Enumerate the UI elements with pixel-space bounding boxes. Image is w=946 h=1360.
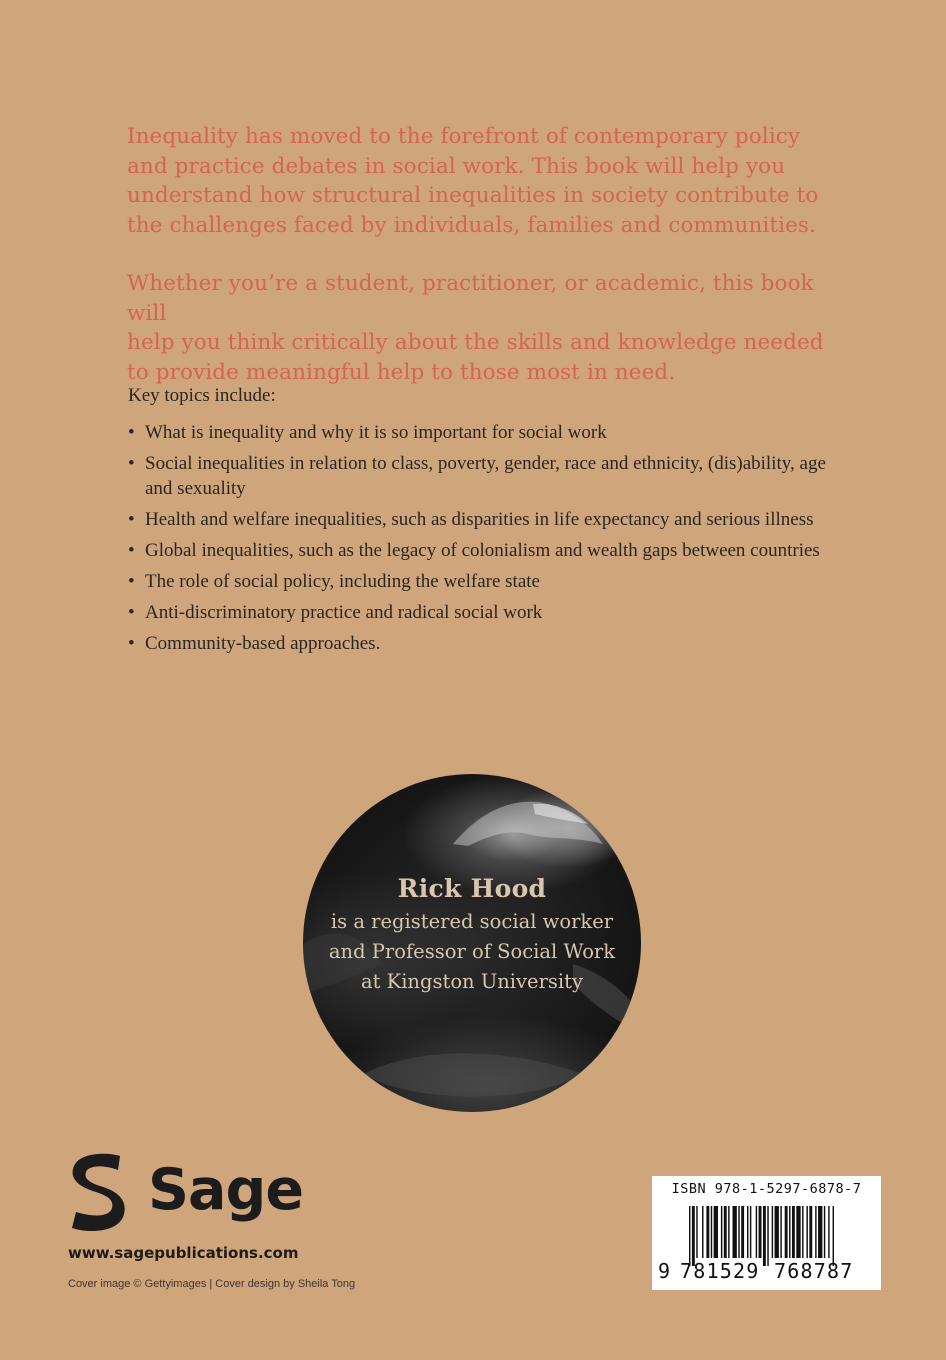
author-ink-circle (303, 774, 641, 1112)
blurb-line: and practice debates in social work. This book will help you (127, 153, 786, 179)
blurb-paragraph-2 (127, 269, 827, 387)
barcode-bar (741, 1206, 744, 1258)
barcode-bar (747, 1206, 748, 1258)
barcode-bar (689, 1206, 690, 1266)
barcode-bar (738, 1206, 739, 1258)
key-topics-heading: Key topics include: (128, 385, 276, 406)
bullet-icon: • (128, 633, 135, 654)
barcode-digit-first: 9 (658, 1259, 672, 1283)
isbn-barcode (652, 1176, 881, 1290)
blurb-line: the challenges faced by individuals, families and communities. (127, 212, 816, 238)
bullet-icon: • (128, 422, 135, 443)
barcode-bar (724, 1206, 727, 1258)
list-item-text: Global inequalities, such as the legacy of colonialism and wealth gaps between countries (145, 540, 820, 561)
sage-logo-wordmark: Sage (148, 1157, 303, 1223)
barcode-bar (702, 1206, 703, 1258)
barcode-bar (756, 1206, 757, 1258)
bullet-icon: • (128, 540, 135, 561)
barcode-bar (728, 1206, 729, 1258)
sage-logo (68, 1152, 308, 1232)
barcode-bar (711, 1206, 712, 1258)
list-item-text: Community-based approaches. (145, 633, 381, 654)
list-item (128, 451, 828, 501)
barcode-bar (721, 1206, 722, 1258)
list-item-text: The role of social policy, including the welfare state (145, 571, 540, 592)
list-item (128, 420, 828, 445)
barcode-bar (772, 1206, 773, 1258)
blurb-line: Inequality has moved to the forefront of contemporary policy (127, 124, 801, 149)
list-item (128, 538, 828, 563)
barcode-bar (785, 1206, 788, 1258)
bullet-icon: • (128, 453, 135, 474)
author-name: Rick Hood (397, 874, 547, 903)
blurb-line: help you think critically about the skills and knowledge needed (127, 330, 824, 355)
barcode-bar (789, 1206, 790, 1258)
author-bio-line: at Kingston University (360, 970, 584, 993)
barcode-bar (759, 1206, 762, 1258)
barcode-bar (692, 1206, 695, 1266)
list-item (128, 631, 828, 656)
barcode-bar (763, 1206, 766, 1266)
bullet-icon: • (128, 509, 135, 530)
barcode-bar (733, 1206, 737, 1258)
list-item-text: Health and welfare inequalities, such as disparities in life expectancy and serious illness (145, 509, 814, 530)
barcode-bar (833, 1206, 834, 1266)
list-item-text: Anti-discriminatory practice and radical social work (145, 602, 543, 623)
bullet-icon: • (128, 571, 135, 592)
barcode-bar (809, 1206, 812, 1258)
barcode-bar (796, 1206, 800, 1258)
bullet-icon: • (128, 602, 135, 623)
list-item (128, 507, 828, 532)
barcode-bar (696, 1206, 697, 1258)
barcode-bar (806, 1206, 807, 1258)
blurb-paragraph-1 (127, 122, 827, 240)
barcode-bar (780, 1206, 781, 1258)
sage-s-logo-icon (68, 1152, 126, 1232)
barcode-bar (775, 1206, 779, 1258)
list-item (128, 600, 828, 625)
barcode-bar (714, 1206, 718, 1258)
barcode-bar (824, 1206, 825, 1258)
barcode-bar (767, 1206, 768, 1266)
blurb-line: to provide meaningful help to those most in need. (127, 359, 676, 385)
barcode-bar (815, 1206, 816, 1258)
isbn-label: ISBN 978-1-5297-6878-7 (671, 1181, 862, 1197)
barcode-digits-right: 768787 (774, 1259, 854, 1283)
list-item-text: Social inequalities in relation to class, poverty, gender, race and ethnicity, (dis)ability, age and sexuality (145, 453, 826, 499)
blurb-line: Whether you’re a student, practitioner, or academic, this book will (127, 271, 814, 326)
barcode-bar (706, 1206, 709, 1258)
barcode-bar (750, 1206, 751, 1258)
barcode-bar (792, 1206, 795, 1258)
author-bio-line: and Professor of Social Work (328, 940, 616, 963)
publisher-website: www.sagepublications.com (68, 1244, 299, 1262)
blurb-line: understand how structural inequalities in society contribute to (127, 183, 819, 208)
key-topics-list (128, 420, 828, 662)
author-bio-line: is a registered social worker (330, 910, 614, 933)
cover-credits: Cover image © Gettyimages | Cover design by Sheila Tong (68, 1278, 356, 1290)
list-item-text: What is inequality and why it is so important for social work (145, 422, 607, 443)
barcode-bar (818, 1206, 822, 1258)
barcode-bar (828, 1206, 829, 1258)
barcode-digits-left: 781529 (680, 1259, 760, 1283)
list-item (128, 569, 828, 594)
barcode-bar (802, 1206, 803, 1258)
